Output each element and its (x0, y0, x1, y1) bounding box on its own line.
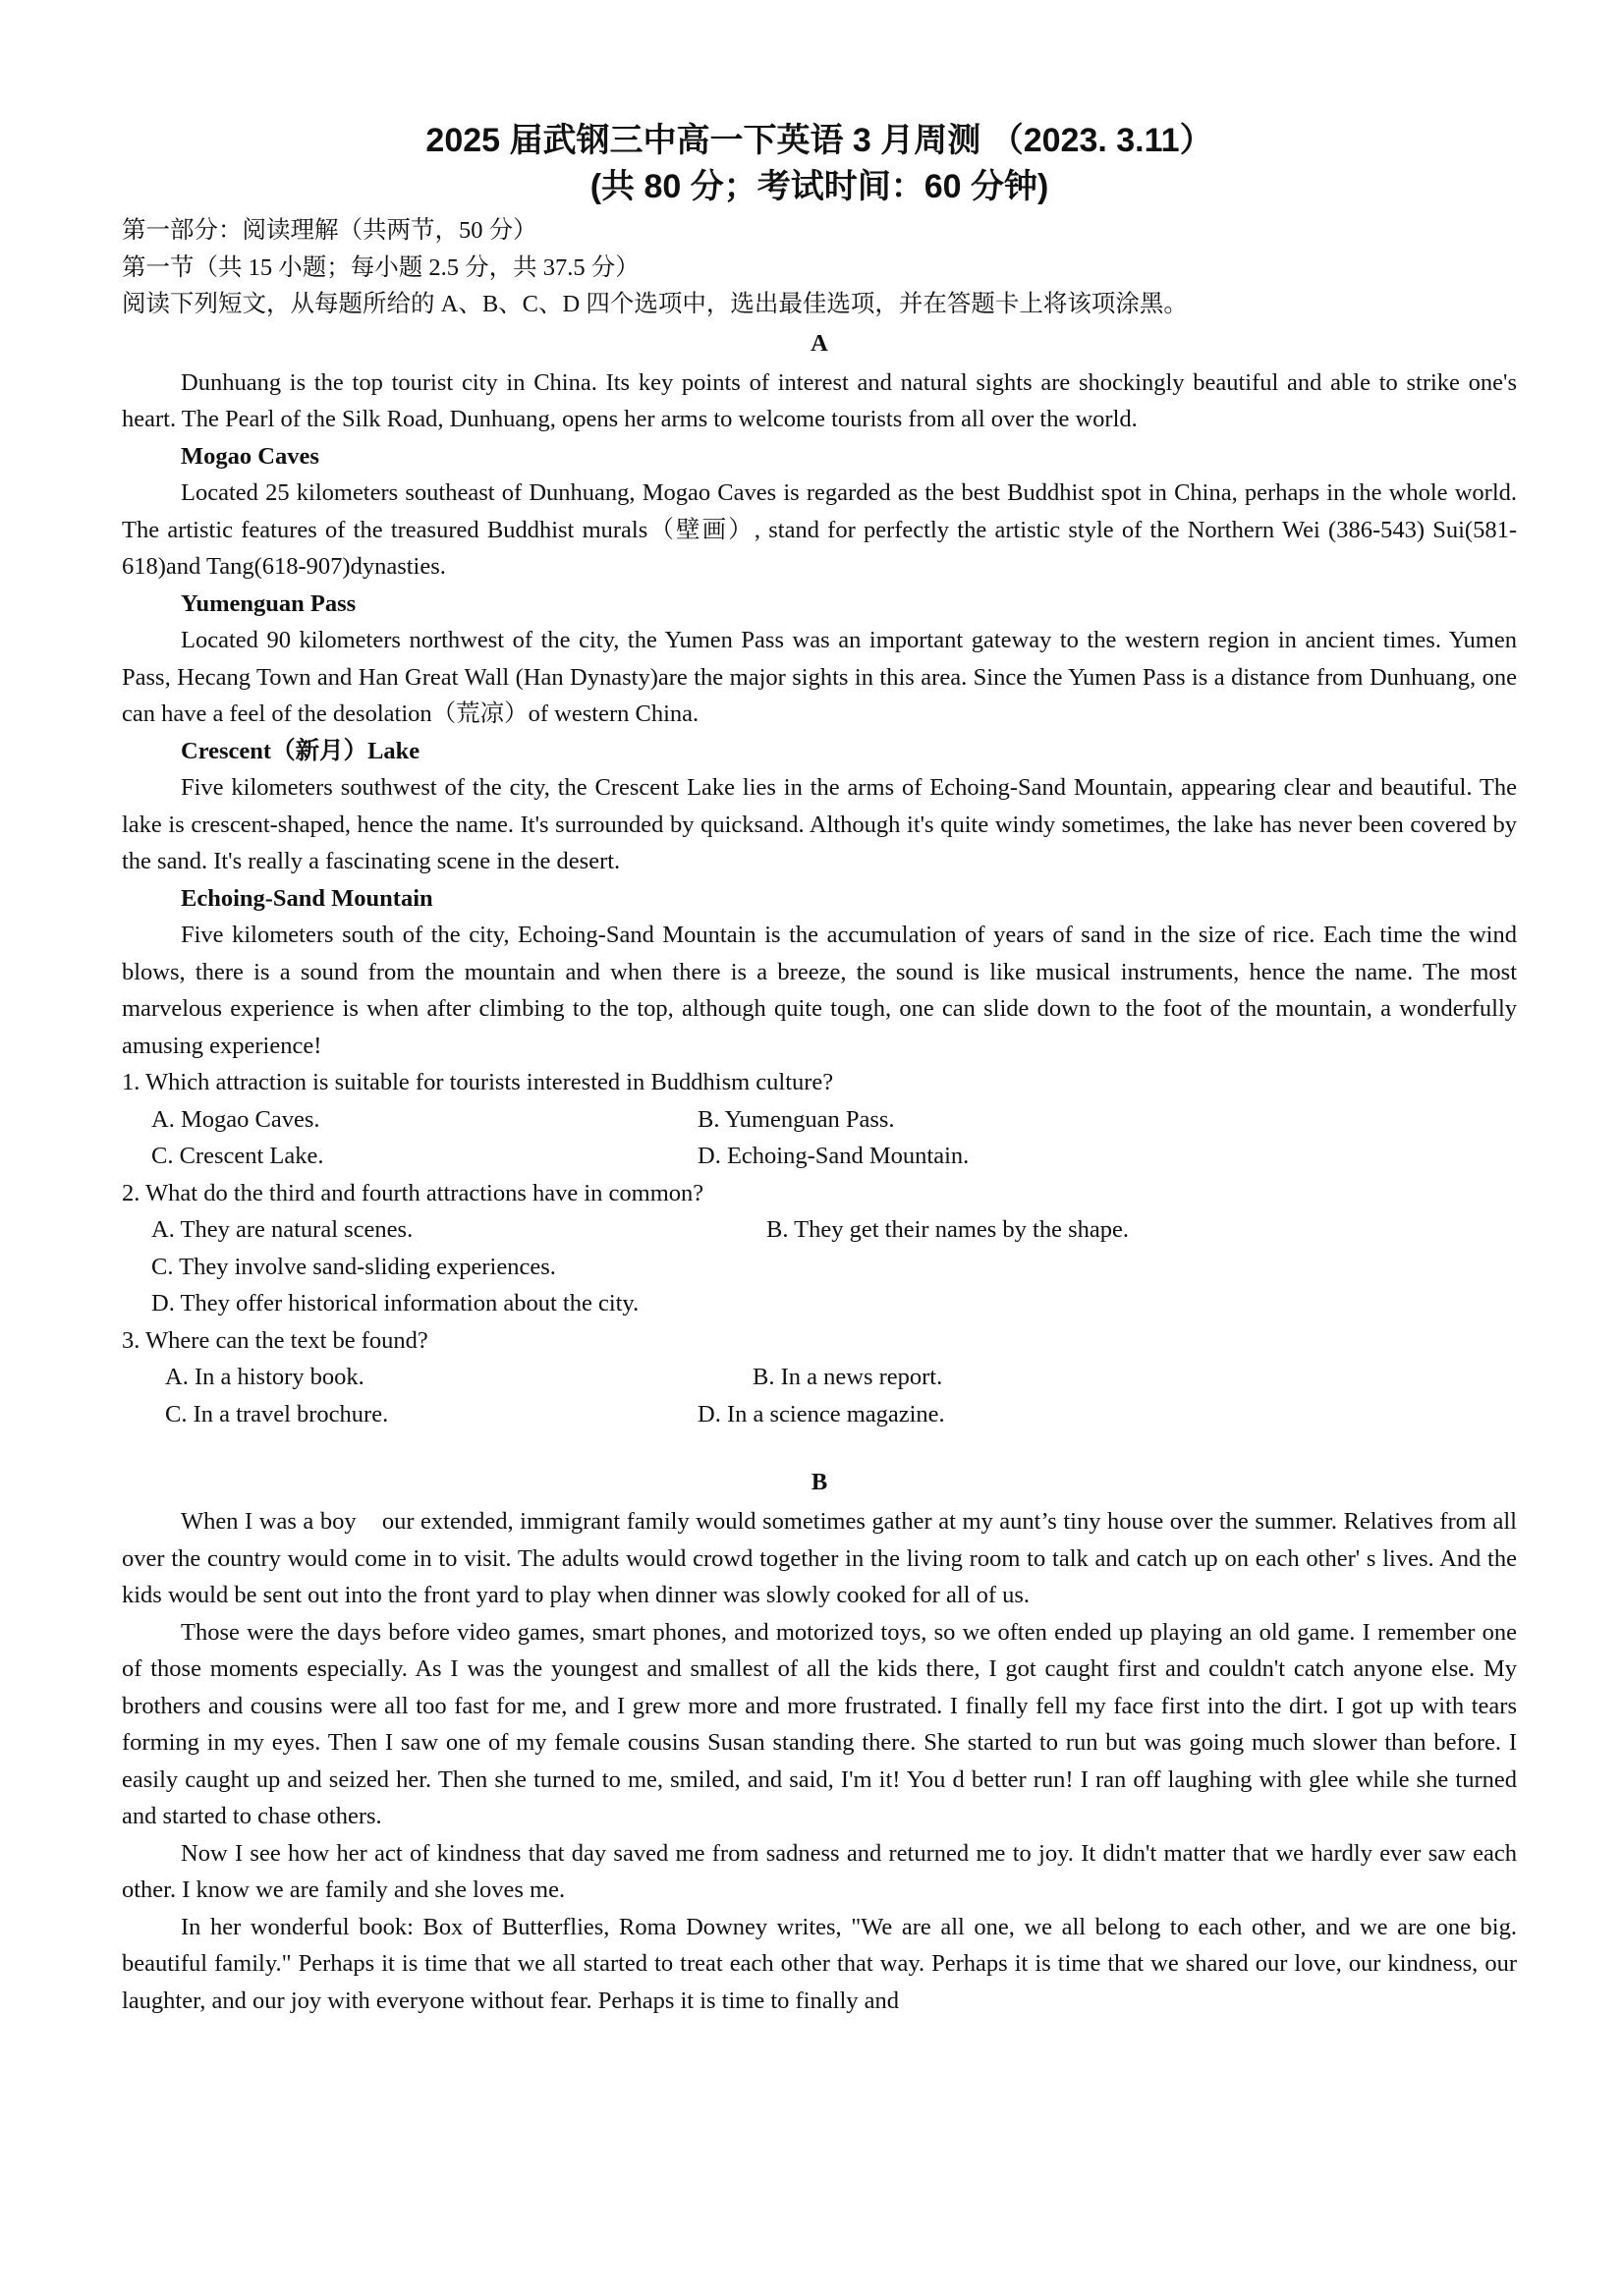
passage-b-label: B (811, 1469, 828, 1495)
attraction-heading-echoing-sand: Echoing-Sand Mountain (181, 884, 433, 912)
question-1-option-c: C. Crescent Lake. (151, 1143, 324, 1169)
passage-a-label: A (811, 329, 828, 357)
question-1-option-b: B. Yumenguan Pass. (698, 1105, 895, 1133)
exam-title: 2025 届武钢三中高一下英语 3 月周测 （2023. 3.11） (425, 122, 1213, 159)
attraction-heading-mogao: Mogao Caves (181, 442, 319, 470)
instructions: 阅读下列短文，从每题所给的 A、B、C、D 四个选项中，选出最佳选项，并在答题卡上将该项涂黑。 (122, 291, 1188, 317)
question-2-option-c: C. They involve sand-sliding experiences. (151, 1253, 556, 1280)
attraction-text-mogao: Located 25 kilometers southeast of Dunhuang, Mogao Caves is regarded as the best Buddhist spot in China, perhaps in the whole world. The artistic features of the treasured Buddhist murals（壁画）, stand for perfectly the artistic style of the Northern Wei (386-543) Sui(581-618)and Tang(618-907)dynasties. (122, 479, 1517, 580)
question-2-options-row-1 (122, 1211, 1517, 1249)
question-1-options-row-2 (122, 1138, 1517, 1175)
question-2-stem: 2. What do the third and fourth attractions have in common? (122, 1179, 704, 1206)
question-3-option-d: D. In a science magazine. (698, 1400, 945, 1428)
question-1-stem: 1. Which attraction is suitable for tourists interested in Buddhism culture? (122, 1069, 834, 1095)
attraction-heading-yumenguan: Yumenguan Pass (181, 589, 357, 617)
question-1-option-d: D. Echoing-Sand Mountain. (698, 1143, 970, 1169)
attraction-text-yumenguan: Located 90 kilometers northwest of the city, the Yumen Pass was an important gateway to the western region in ancient times. Yumen Pass, Hecang Town and Han Great Wall (Han Dynasty)are the major sights in this area. Since the Yumen Pass is a distance from Dunhuang, one can have a feel of the desolation（荒凉）of western China. (122, 627, 1517, 727)
question-2-option-a: A. They are natural scenes. (151, 1216, 414, 1243)
attraction-heading-crescent: Crescent（新月）Lake (181, 737, 420, 764)
question-3-option-a: A. In a history book. (165, 1364, 364, 1390)
passage-a-intro: Dunhuang is the top tourist city in China. Its key points of interest and natural sights are shockingly beautiful and able to strike one's heart. The Pearl of the Silk Road, Dunhuang, opens her arms to welcome tourists from all over the world. (122, 368, 1517, 432)
exam-subtitle: (共 80 分；考试时间：60 分钟) (589, 168, 1049, 205)
attraction-text-echoing-sand: Five kilometers south of the city, Echoing-Sand Mountain is the accumulation of years of sand in the size of rice. Each time the wind blows, there is a sound from the mountain and when there is a breeze, the sound is like musical instruments, hence the name. The most marvelous experience is when after climbing to the top, although quite tough, one can slide down to the foot of the mountain, a wonderfully amusing experience! (122, 922, 1517, 1059)
passage-b-paragraph-4: In her wonderful book: Box of Butterflies, Roma Downey writes, "We are all one, we all belong to each other, and we are one big. beautiful family." Perhaps it is time that we all started to treat each other that way. Perhaps it is time that we shared our love, our kindness, our laughter, and our joy with everyone without fear. Perhaps it is time to finally and (122, 1913, 1517, 2014)
question-2-option-d: D. They offer historical information about the city. (151, 1290, 640, 1316)
question-3-options-row-1 (122, 1359, 1517, 1396)
question-1-option-a: A. Mogao Caves. (151, 1105, 320, 1133)
question-1-options-row-1 (122, 1101, 1517, 1139)
question-3-option-c: C. In a travel brochure. (165, 1400, 389, 1428)
part-heading: 第一部分：阅读理解（共两节，50 分） (122, 217, 537, 244)
passage-b-paragraph-2: Those were the days before video games, smart phones, and motorized toys, so we often ended up playing an old game. I remember one of those moments especially. As I was the youngest and smallest of all the kids there, I got caught first and couldn't catch anyone else. My brothers and cousins were all too fast for me, and I grew more and more frustrated. I finally fell my face first into the dirt. I got up with tears forming in my eyes. Then I saw one of my female cousins Susan standing there. She started to run but was going much slower than before. I easily caught up and seized her. Then she turned to me, smiled, and said, I'm it! You d better run! I ran off laughing with glee while she turned and started to chase others. (122, 1618, 1517, 1829)
question-3-options-row-2 (122, 1396, 1517, 1433)
question-3-stem: 3. Where can the text be found? (122, 1326, 428, 1354)
exam-page (122, 118, 1517, 2019)
section-spacer (122, 1432, 1517, 1462)
question-3-option-b: B. In a news report. (753, 1364, 943, 1390)
passage-b-paragraph-1: When I was a boy our extended, immigrant family would sometimes gather at my aunt’s tiny house over the summer. Relatives from all over the country would come in to visit. The adults would crowd together in the living room to talk and catch up on each other' s lives. And the kids would be sent out into the front yard to play when dinner was slowly cooked for all of us. (122, 1508, 1517, 1608)
passage-b-paragraph-3: Now I see how her act of kindness that day saved me from sadness and returned me to joy. It didn't matter that we hardly ever saw each other. I know we are family and she loves me. (122, 1839, 1517, 1903)
question-2-option-b: B. They get their names by the shape. (766, 1216, 1129, 1243)
attraction-text-crescent: Five kilometers southwest of the city, the Crescent Lake lies in the arms of Echoing-Sand Mountain, appearing clear and beautiful. The lake is crescent-shaped, hence the name. It's surrounded by quicksand. Although it's quite windy sometimes, the lake has never been covered by the sand. It's really a fascinating scene in the desert. (122, 774, 1517, 874)
section-heading: 第一节（共 15 小题；每小题 2.5 分，共 37.5 分） (122, 253, 640, 281)
